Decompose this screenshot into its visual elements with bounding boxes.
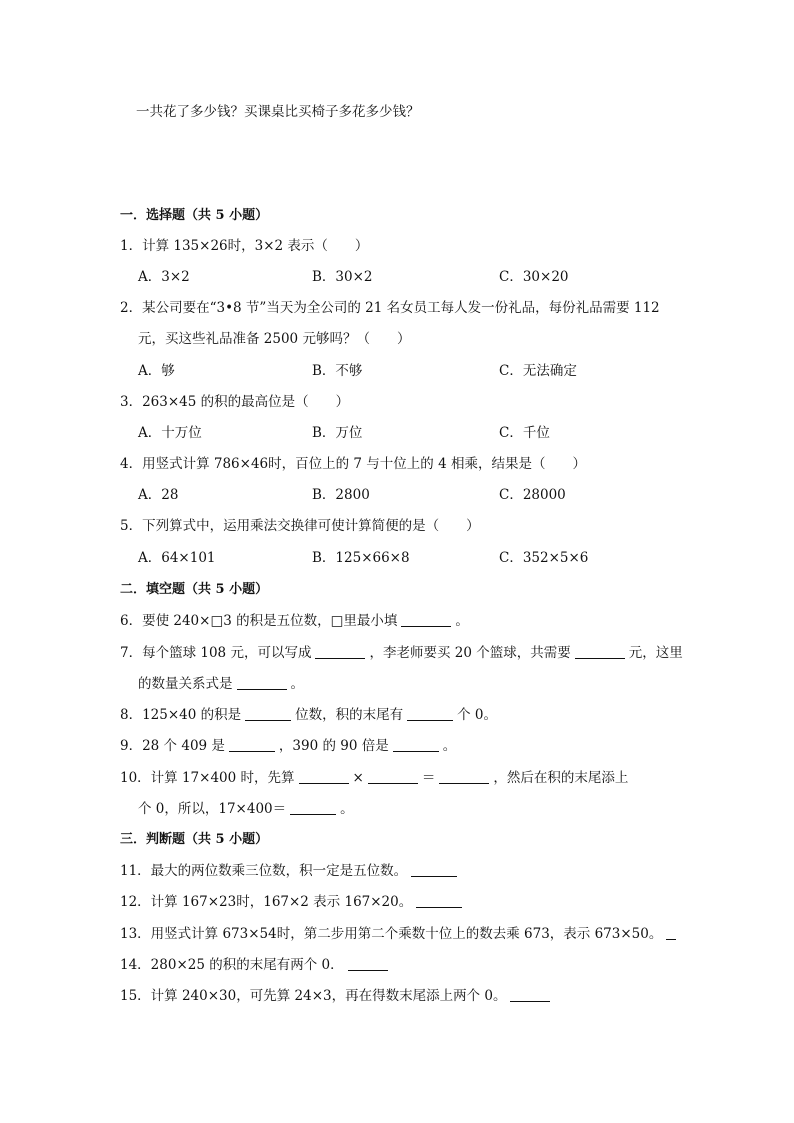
q7-text-1: 7．每个篮球 108 元，可以写成	[120, 645, 312, 661]
q7-blank-1[interactable]	[315, 646, 365, 659]
question-3: 3．263×45 的积的最高位是（ ）	[120, 394, 350, 410]
question-14	[120, 958, 392, 973]
q13-blank[interactable]	[666, 927, 676, 940]
q7-text-2: ，李老师要买 20 个篮球，共需要	[369, 645, 571, 661]
q8-blank-1[interactable]	[245, 708, 291, 721]
q9-text-1: 9．28 个 409 是	[120, 738, 225, 754]
q2-option-c[interactable]: C．无法确定	[499, 363, 577, 379]
q6-blank[interactable]	[401, 614, 451, 627]
question-8	[120, 708, 497, 723]
question-12	[120, 895, 466, 910]
q12-text: 12．计算 167×23时，167×2 表示 167×20。	[120, 894, 413, 910]
q9-text-3: 。	[442, 738, 457, 754]
q5-option-c[interactable]: C．352×5×6	[499, 550, 589, 566]
q4-option-a[interactable]: A．28	[138, 487, 179, 503]
q3-option-b[interactable]: B．万位	[312, 425, 363, 441]
question-10-line-1	[120, 771, 628, 786]
q2-option-a[interactable]: A．够	[138, 363, 175, 379]
q7-text-5: 。	[290, 676, 304, 692]
question-4: 4．用竖式计算 786×46时，百位上的 7 与十位上的 4 相乘，结果是（ ）	[120, 456, 586, 472]
q8-text-2: 位数，积的末尾有	[295, 707, 404, 723]
q10-blank-1[interactable]	[299, 771, 349, 784]
q4-option-c[interactable]: C．28000	[499, 487, 566, 503]
q10-text-4: ，然后在积的末尾添上	[493, 770, 629, 786]
q14-text: 14．280×25 的积的末尾有两个 0．	[120, 957, 344, 973]
section-title-judge: 三．判断题（共 5 小题）	[120, 832, 269, 847]
q3-option-c[interactable]: C．千位	[499, 425, 550, 441]
q11-text: 11．最大的两位数乘三位数，积一定是五位数。	[120, 863, 408, 879]
question-2-line-2: 元，买这些礼品准备 2500 元够吗？（ ）	[138, 331, 411, 347]
q2-option-b[interactable]: B．不够	[312, 363, 363, 379]
q9-blank-1[interactable]	[229, 739, 275, 752]
q10-blank-2[interactable]	[368, 771, 418, 784]
q1-option-b[interactable]: B．30×2	[312, 269, 373, 285]
question-6	[120, 614, 469, 629]
q8-blank-2[interactable]	[407, 708, 453, 721]
q9-blank-2[interactable]	[393, 739, 439, 752]
question-5: 5．下列算式中，运用乘法交换律可使计算简便的是（ ）	[120, 518, 480, 534]
question-9	[120, 739, 456, 754]
q12-blank[interactable]	[416, 895, 462, 908]
question-2-line-1: 2．某公司要在“3•8 节”当天为全公司的 21 名女员工每人发一份礼品，每份礼品需要 112	[120, 300, 660, 316]
section-title-choice: 一．选择题（共 5 小题）	[120, 208, 269, 223]
question-13	[120, 927, 680, 942]
question-10-line-2	[138, 802, 354, 817]
q10-blank-4[interactable]	[290, 802, 336, 815]
question-7-line-1	[120, 646, 683, 661]
q7-text-4: 的数量关系式是	[138, 676, 233, 692]
section-title-fill: 二．填空题（共 5 小题）	[120, 582, 269, 597]
q4-option-b[interactable]: B．2800	[312, 487, 370, 503]
q10-end: 。	[340, 801, 354, 817]
q1-option-c[interactable]: C．30×20	[499, 269, 569, 285]
q5-option-b[interactable]: B．125×66×8	[312, 550, 410, 566]
q9-text-2: ，390 的 90 倍是	[278, 738, 389, 754]
question-15	[120, 989, 554, 1004]
question-1: 1．计算 135×26时，3×2 表示（ ）	[120, 238, 369, 254]
q10-text-1: 10．计算 17×400 时，先算	[120, 770, 295, 786]
q8-text-3: 个 0。	[457, 707, 498, 723]
q15-blank[interactable]	[510, 989, 550, 1002]
q7-text-3: 元，这里	[628, 645, 683, 661]
q6-text: 6．要使 240×□3 的积是五位数，□里最小填	[120, 613, 398, 629]
q10-times: ×	[352, 770, 364, 786]
intro-text: 一共花了多少钱？买课桌比买椅子多花多少钱？	[136, 104, 420, 120]
question-7-line-2	[138, 677, 304, 692]
q5-option-a[interactable]: A．64×101	[138, 550, 216, 566]
q14-blank[interactable]	[348, 958, 388, 971]
q10-text-5: 个 0，所以，17×400＝	[138, 801, 287, 817]
q11-blank[interactable]	[411, 864, 457, 877]
q1-option-a[interactable]: A．3×2	[138, 269, 190, 285]
q3-option-a[interactable]: A．十万位	[138, 425, 202, 441]
q6-end: 。	[455, 613, 469, 629]
q8-text-1: 8．125×40 的积是	[120, 707, 242, 723]
q13-text: 13．用竖式计算 673×54时，第二步用第二个乘数十位上的数去乘 673，表示 673×50。	[120, 926, 663, 942]
q7-blank-3[interactable]	[237, 677, 287, 690]
question-11	[120, 864, 461, 879]
q15-text: 15．计算 240×30，可先算 24×3，再在得数末尾添上两个 0。	[120, 988, 507, 1004]
q7-blank-2[interactable]	[575, 646, 625, 659]
q10-blank-3[interactable]	[439, 771, 489, 784]
q10-equals: ＝	[421, 770, 436, 786]
